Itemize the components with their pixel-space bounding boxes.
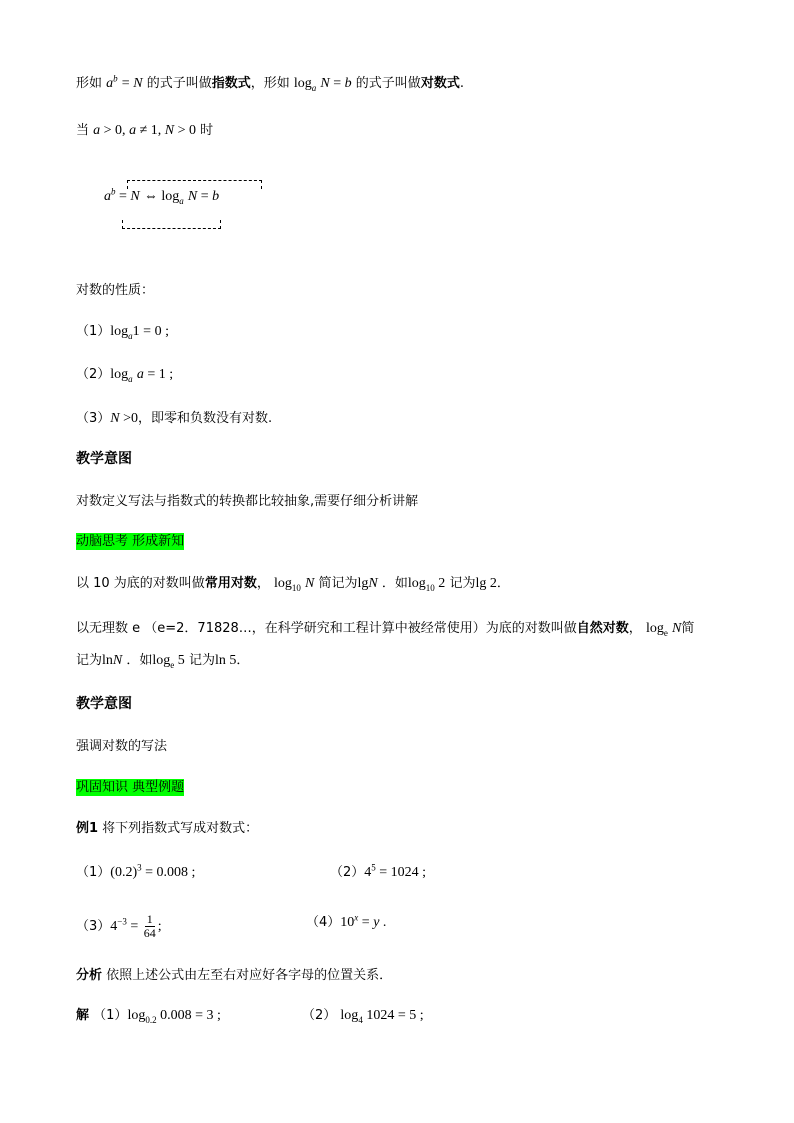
diagram-bottom-bracket [122,220,221,229]
intent-heading-2: 教学意图 [76,696,132,712]
conversion-diagram: $a^b = N$ ⇔ $\log_a N = b$ [104,186,220,206]
intent-heading-1: 教学意图 [76,451,132,467]
natural-log-line-1: 以无理数 e （e=2．71828…，在科学研究和工程计算中被经常使用）为底的对数叫做自然对数， $\log_e N$简 [76,621,695,638]
property-2: $(2)\log_a$ a = 1 ; [76,367,174,384]
intent-text-2: 强调对数的写法 [76,739,168,754]
section-label-1: 动脑思考 形成新知 [76,534,185,549]
example-title: 例1 将下列指数式写成对数式： [76,821,259,836]
condition-line: 当 a > 0, a ≠ 1, N > 0 时 [76,123,214,138]
example-item-3: $(3)4^{-3}$ = $\frac{1}{64}$ ; [76,912,162,940]
natural-log-line-2: 记为lnN ．如$\log_e 5$ 记为ln 5． [76,653,250,670]
example-item-1: $(1)(0.2)^3 = 0.008$ ; [76,862,196,880]
example-item-4: $(4)10^x = y$ . [306,912,387,930]
solution-line-2: （2） $\log_4 1024 = 5$ ; [302,1008,424,1025]
property-1: $(1)\log_a1 = 0$ ; [76,324,169,341]
analysis-line: 分析 依照上述公式由左至右对应好各字母的位置关系． [76,968,393,983]
section-label-2: 巩固知识 典型例题 [76,780,185,795]
properties-title: 对数的性质： [76,283,155,298]
log-formula: $\log_a$ [293,76,317,93]
definition-line: 形如 $a^b = N$ 的式子叫做指数式，形如 $\log_a N = b$ 的式子叫做对数式. [76,73,464,93]
solution-line: 解 $(1)\log_{0.2}$ 0.008 = 3 ; [76,1008,221,1025]
example-item-2: $(2)4^5 = 1024$ ; [330,862,427,880]
intent-text-1: 对数定义写法与指数式的转换都比较抽象,需要仔细分析讲解 [76,494,419,509]
property-3: （3）N >0，即零和负数没有对数. [76,411,273,426]
common-log-line: 以 10 为底的对数叫做常用对数， $\log_{10} N$ 简记为lgN ．如$\log_{10} 2$ 记为lg 2． [76,576,510,593]
exp-formula: $a^b$ [106,73,118,91]
